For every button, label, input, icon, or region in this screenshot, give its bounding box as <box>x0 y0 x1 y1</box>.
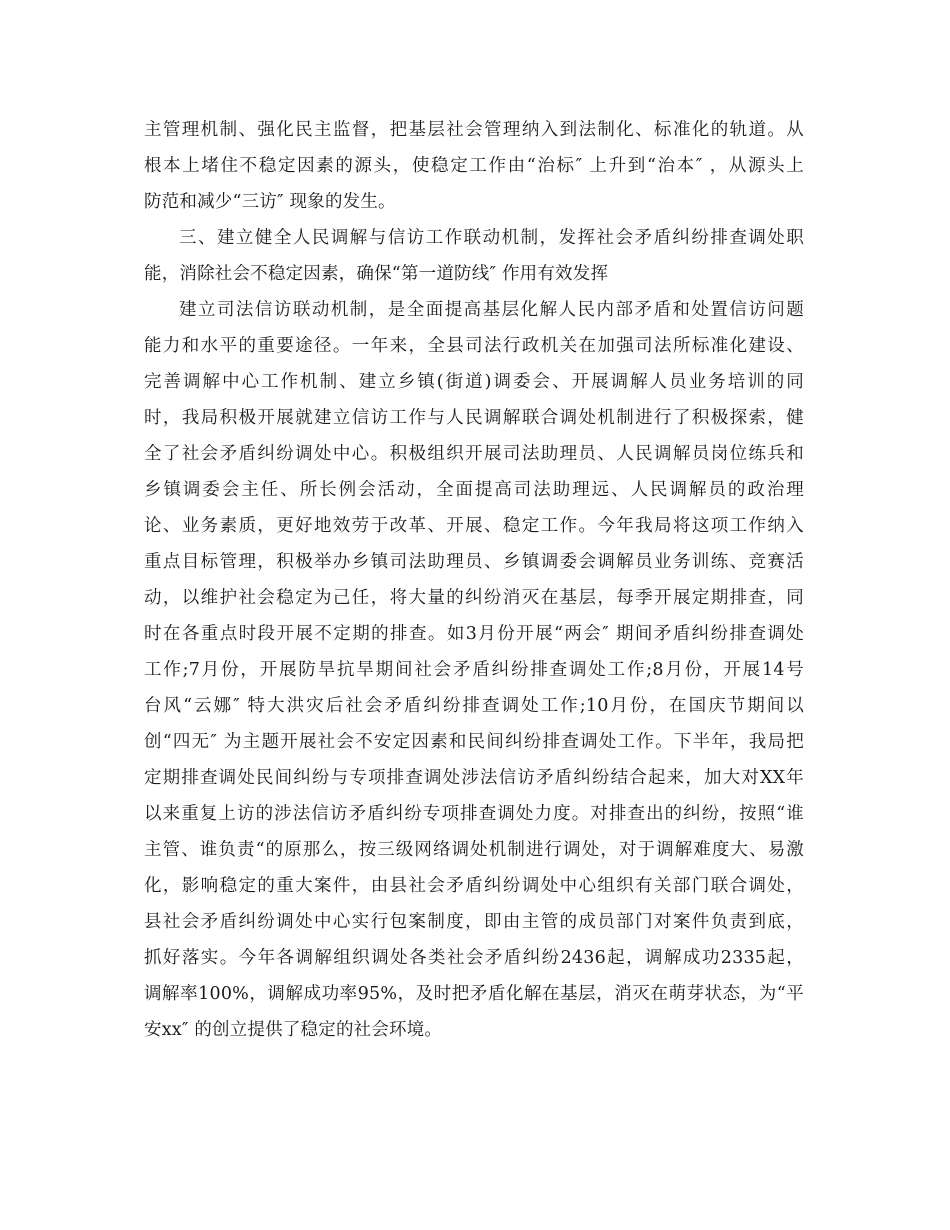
text-line: 以来重复上访的涉法信访矛盾纠纷专项排查调处力度。对排查出的纠纷，按照“谁 <box>144 804 804 824</box>
text-line: 重点目标管理，积极举办乡镇司法助理员、乡镇调委会调解员业务训练、竞赛活 <box>144 552 804 572</box>
document-body <box>144 112 804 1048</box>
text-line: 根本上堵住不稳定因素的源头，使稳定工作由“治标″ 上升到“治本″ ，从源头上 <box>144 156 804 176</box>
text-line: 抓好落实。今年各调解组织调处各类社会矛盾纠纷2436起，调解成功2335起， <box>144 948 804 968</box>
section-heading-line: 能，消除社会不稳定因素，确保“第一道防线″ 作用有效发挥 <box>144 264 609 284</box>
text-line: 时在各重点时段开展不定期的排查。如3月份开展“两会″ 期间矛盾纠纷排查调处 <box>144 624 804 644</box>
text-line: 化，影响稳定的重大案件，由县社会矛盾纠纷调处中心组织有关部门联合调处， <box>144 876 804 896</box>
section-heading-line: 三、建立健全人民调解与信访工作联动机制，发挥社会矛盾纠纷排查调处职 <box>179 228 804 248</box>
text-line: 建立司法信访联动机制，是全面提高基层化解人民内部矛盾和处置信访问题 <box>179 300 804 320</box>
text-line: 台风“云娜″ 特大洪灾后社会矛盾纠纷排查调处工作;10月份，在国庆节期间以 <box>144 696 804 716</box>
text-line: 县社会矛盾纠纷调处中心实行包案制度，即由主管的成员部门对案件负责到底， <box>144 912 804 932</box>
text-line: 工作;7月份，开展防旱抗旱期间社会矛盾纠纷排查调处工作;8月份，开展14号 <box>144 660 804 680</box>
text-line: 完善调解中心工作机制、建立乡镇(街道)调委会、开展调解人员业务培训的同 <box>144 372 804 392</box>
text-line: 定期排查调处民间纠纷与专项排查调处涉法信访矛盾纠纷结合起来，加大对XX年 <box>144 768 804 788</box>
text-line: 时，我局积极开展就建立信访工作与人民调解联合调处机制进行了积极探索，健 <box>144 408 804 428</box>
text-line: 主管、谁负责“的原那么，按三级网络调处机制进行调处，对于调解难度大、易激 <box>144 840 804 860</box>
text-line: 能力和水平的重要途径。一年来，全县司法行政机关在加强司法所标准化建设、 <box>144 336 804 356</box>
text-line: 安xx″ 的创立提供了稳定的社会环境。 <box>144 1020 443 1040</box>
text-line: 主管理机制、强化民主监督，把基层社会管理纳入到法制化、标准化的轨道。从 <box>144 120 804 140</box>
text-line: 乡镇调委会主任、所长例会活动，全面提高司法助理远、人民调解员的政治理 <box>144 480 804 500</box>
text-line: 论、业务素质，更好地效劳于改革、开展、稳定工作。今年我局将这项工作纳入 <box>144 516 804 536</box>
text-line: 防范和减少“三访″ 现象的发生。 <box>144 192 396 212</box>
text-line: 全了社会矛盾纠纷调处中心。积极组织开展司法助理员、人民调解员岗位练兵和 <box>144 444 804 464</box>
text-line: 创“四无″ 为主题开展社会不安定因素和民间纠纷排查调处工作。下半年，我局把 <box>144 732 804 752</box>
text-line: 动，以维护社会稳定为己任，将大量的纠纷消灭在基层，每季开展定期排查，同 <box>144 588 804 608</box>
text-line: 调解率100%，调解成功率95%，及时把矛盾化解在基层，消灭在萌芽状态，为“平 <box>144 984 804 1004</box>
